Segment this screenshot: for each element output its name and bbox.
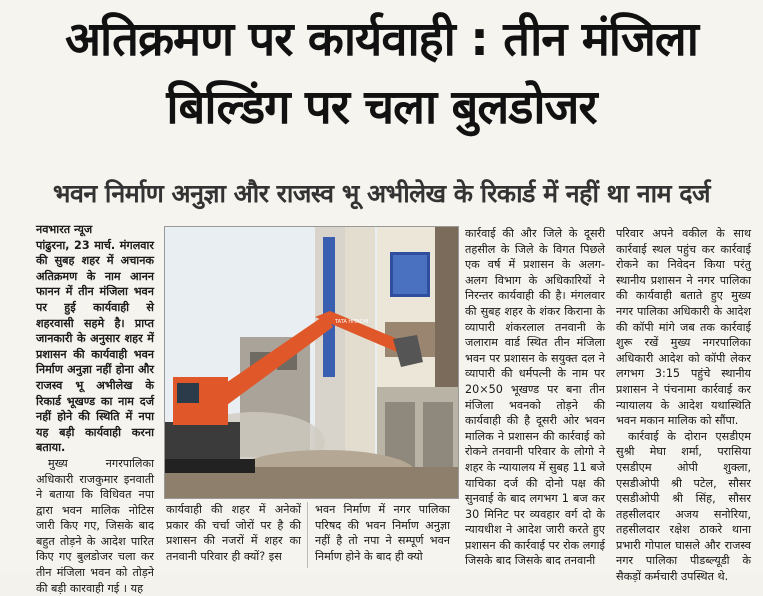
body-paragraph: मुख्य नगरपालिका अधिकारी राजकुमार इनवाती ने बताया कि विधिवत नपा द्वारा भवन मालिक नोटिस जारी किए गए, जिसके बाद बहुत तोड़ने के आदेश पारित किए गए बुलडोजर चला कर तीन मंजिला भवन को तोड़ने की बड़ी कारवाही गई । यह [36, 456, 154, 595]
headline-line-1: अतिक्रमण पर कार्यवाही : तीन मंजिला [65, 12, 698, 67]
photo-side-text-b: भवन निर्माण में नगर पालिका परिषद की भवन निर्माण अनुज्ञा नहीं है तो नपा ने सम्पूर्ण भवन निर्माण होने के बाद ही क्यो [315, 503, 450, 563]
column4-paragraph-2: कार्रवाई के दोरान एसडीएम सुश्री मेघा शर्मा, परासिया एसडीएम ओपी शुक्ला, एसडीओपी श्री पटेल, सौसर एसडीओपी श्री सिंह, सौसर तहसीलदार अजय सनोरिया, तहसीलदार रक्षेश ठाकरे थाना प्रभारी गोपाल घासले और राजस्व नगर पालिका पीडब्ल्यूडी के सैकड़ों कर्मचारी उपस्थित थे. [616, 429, 751, 584]
excavator-brand-label: TATA HITACHI [335, 319, 369, 325]
byline: नवभारत न्यूज [36, 223, 93, 236]
demolition-scene [165, 227, 458, 498]
article-column-4 [616, 226, 751, 584]
column-divider [307, 502, 308, 568]
article-column-1 [36, 222, 154, 595]
article-column-3: कार्रवाई की और जिले के दूसरी तहसील के जिले के विगत पिछले एक वर्ष में प्रशासन के अलग-अलग विभाग के अधिकारियों ने निरन्तर कार्यवाही की है। मंगलवार की सुबह शहर के शंकर किराना के व्यापारी शंकरलाल तनवानी के जलाराम वार्ड स्थित तीन मंजिला भवन पर प्रशासन के सयुक्त दल ने व्यापारी की धर्मपत्नी के नाम पर 20×50 भूखण्ड पर बना तीन मंजिला भवनको तोड़ने की कार्यवाही की है दूसरी ओर भवन मालिक ने प्रशासन की कार्रवाई को रोकने तनवानी परिवार के लोगो ने शहर के न्यायालय में सुबह 11 बजे याचिका दर्ज की दोनो पक्ष की सुनवाई के बाद लगभग 1 बज कर 30 मिनिट पर व्यवहार वर्ग दो के न्यायधीश ने आदेश जारी करते हुए प्रशासन की कार्रवाई पर रोक लगाई जिसके बाद जिसके बाद तनवानी [465, 227, 605, 568]
demolition-photo [164, 226, 459, 499]
subheadline: भवन निर्माण अनुज्ञा और राजस्व भू अभीलेख के रिकार्ड में नहीं था नाम दर्ज [52, 179, 711, 208]
photo-side-text-a: कार्यवाही की शहर में अनेकों प्रकार की चर्चा जोरों पर है की प्रशासन की नजरों में शहर का तनवानी परिवार ही क्यों? इस [166, 503, 301, 563]
lead-paragraph: पांढुरना, 23 मार्च. मंगलवार की सुबह शहर में अचानक अतिक्रमण के नाम आनन फानन में तीन मंजिला भवन पर हुई कार्यवाही से शहरवासी सहमे है। प्राप्त जानकारी के अनुसार शहर में प्रशासन की कार्यवाही भवन निर्माण अनुज्ञा नहीं होना और राजस्व भू अभीलेख के रिकार्ड भूखण्ड का नाम दर्ज नहीं होने की स्थिति में नपा यह बड़ी कार्यवाही करना बताया. [36, 238, 154, 455]
column4-paragraph-1: परिवार अपने वकील के साथ कार्रवाई स्थल पहुंच कर कार्रवाई रोकने का निवेदन किया परंतु स्थानीय प्रशासन ने नगर पालिका की कार्यवाही बताते हुए मुख्य नगर पालिका अधिकारी के आदेश की कॉपी मांगे जब तक कार्रवाई शुरू रखें मुख्य नगरपालिका अधिकारी आदेश को कॉपी लेकर लगभग 3:15 पहुंचे स्थानीय प्रशासन ने पंचनामा कार्रवाई कर न्यायालय के आदेश यथास्थिति भवन मकान मालिक को सौंपा. [616, 227, 751, 428]
headline-line-2: बिल्डिंग पर चला बुलडोजर [166, 80, 597, 135]
